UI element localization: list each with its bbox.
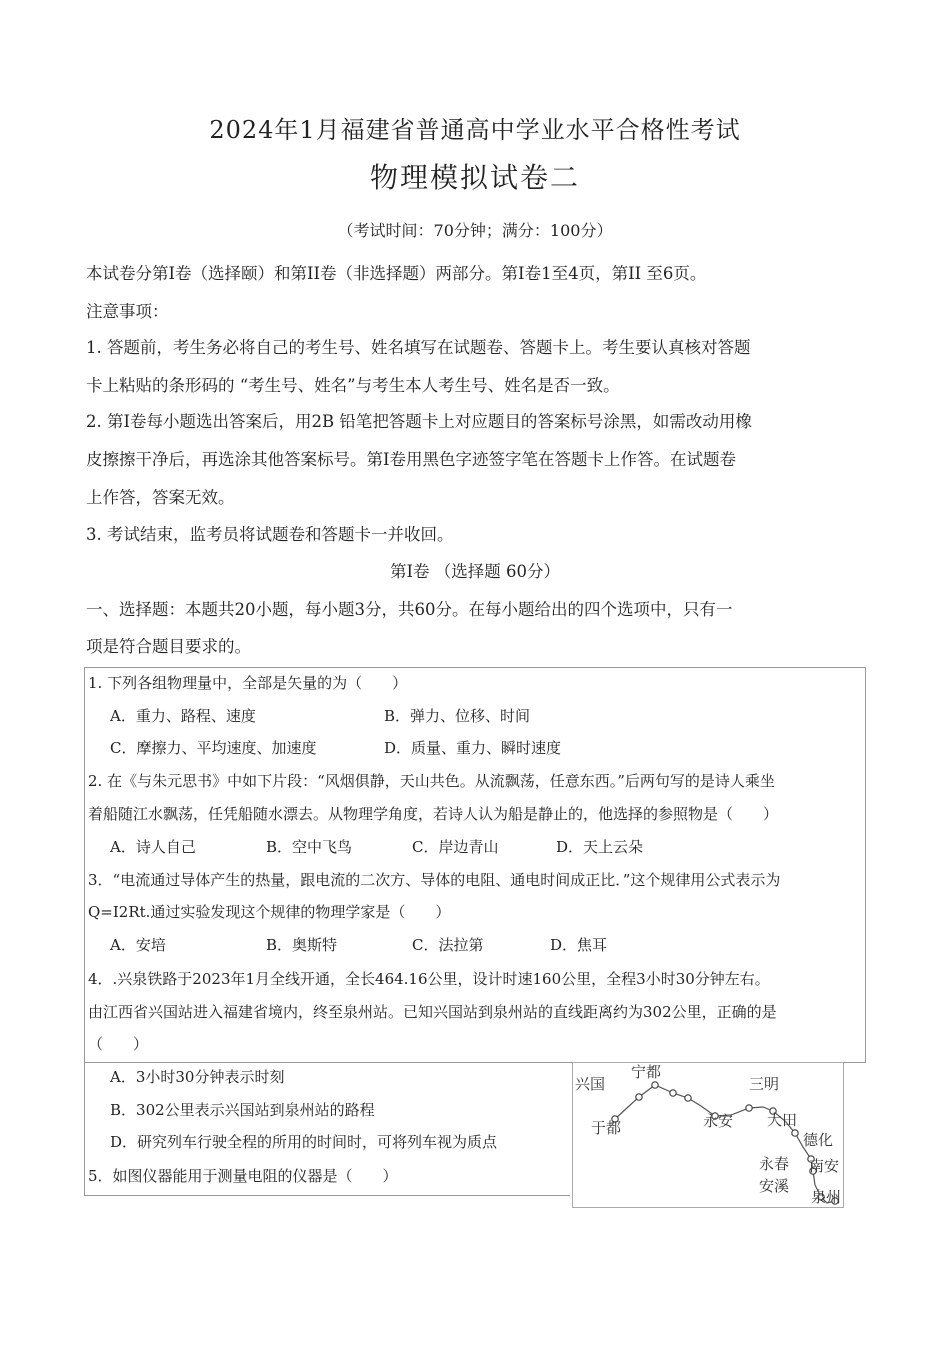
q3-option-a: A．安培 — [110, 936, 166, 954]
q4-option-b: B．302公里表示兴国站到泉州站的路程 — [110, 1101, 375, 1119]
notes-heading: 注意事项： — [86, 302, 169, 321]
q1-option-d: D．质量、重力、瞬时速度 — [384, 739, 562, 757]
section-heading: 第Ⅰ卷 （选择题 60分） — [389, 562, 560, 581]
q5-stem: 5．如图仪器能用于测量电阻的仪器是（ ） — [88, 1167, 398, 1185]
station-label: 大田 — [767, 1111, 798, 1129]
q1-option-b: B．弹力、位移、时间 — [384, 707, 531, 725]
railway-map — [572, 1062, 844, 1208]
station-label: 安溪 — [759, 1177, 790, 1195]
q4-option-a: A．3小时30分钟表示时刻 — [110, 1068, 285, 1086]
q2-option-c: C．岸边青山 — [412, 838, 499, 856]
q2-option-d: D．天上云朵 — [556, 838, 644, 856]
intro-line: 本试卷分第Ⅰ卷（选择颐）和第II卷（非选择题）两部分。第Ⅰ卷1至4页，第II 至6页。 — [86, 264, 707, 283]
station-label: 德化 — [803, 1131, 834, 1149]
q4-stem-b: 由江西省兴国站进入福建省境内，终至泉州站。已知兴国站到泉州站的直线距离约为302公里，正确的是 — [88, 1003, 777, 1021]
exam-info: （考试时间：70分钟；满分：100分） — [337, 221, 613, 240]
note-1a: 1. 答题前，考生务必将自己的考生号、姓名填写在试题卷、答题卡上。考生要认真核对答题 — [86, 338, 751, 357]
station-label: 南安 — [809, 1157, 840, 1175]
q2-option-a: A．诗人自己 — [110, 838, 196, 856]
q1-option-c: C．摩擦力、平均速度、加速度 — [110, 739, 317, 757]
q3-stem-a: 3．“电流通过导体产生的热量，跟电流的二次方、导体的电阻、通电时间成正比．”这个规律用公式表示为 — [88, 871, 781, 889]
railway-map-svg — [573, 1063, 845, 1209]
exam-title: 2024年1月福建省普通高中学业水平合格性考试 — [209, 116, 741, 144]
q1-option-a: A．重力、路程、速度 — [110, 707, 256, 725]
note-2b: 皮擦擦干净后，再选涂其他答案标号。第Ⅰ卷用黑色字迹签字笔在答题卡上作答。在试题卷 — [86, 450, 737, 469]
q2-stem-a: 2. 在《与朱元思书》中如下片段：“风烟俱静，天山共色。从流飘荡，任意东西。”后两句写的是诗人乘坐 — [88, 772, 775, 790]
station-label: 于都 — [591, 1119, 622, 1137]
q3-option-d: D．焦耳 — [550, 936, 608, 954]
note-1b: 卡上粘贴的条形码的 “考生号、姓名”与考生本人考生号、姓名是否一致。 — [86, 376, 620, 395]
station-label: 宁都 — [631, 1063, 662, 1081]
q2-stem-b: 着船随江水飘荡，任凭船随水漂去。从物理学角度，若诗人认为船是静止的，他选择的参照物是（ ） — [88, 805, 779, 823]
station-label: 泉州 — [811, 1188, 842, 1206]
q4-stem-a: 4．.兴泉铁路于2023年1月全线开通，全长464.16公里，设计时速160公里，全程3小时30分钟左右。 — [88, 970, 770, 988]
q3-stem-b: Q=I2Rt.通过实验发现这个规律的物理学家是（ ） — [88, 903, 451, 921]
q4-stem-c: （ ） — [88, 1035, 149, 1053]
q3-option-b: B．奥斯特 — [266, 936, 338, 954]
paper-title: 物理模拟试卷二 — [369, 161, 580, 194]
q1-stem: 1. 下列各组物理量中，全部是矢量的为（ ） — [88, 674, 408, 692]
station-label: 三明 — [749, 1075, 780, 1093]
q4-option-d: D．研究列车行驶全程的所用的时间时，可将列车视为质点 — [110, 1133, 498, 1151]
section-instruction-b: 项是符合题目要求的。 — [86, 637, 251, 656]
note-2c: 上作答，答案无效。 — [86, 488, 235, 507]
note-2a: 2. 第Ⅰ卷每小题选出答案后，用2B 铅笔把答题卡上对应题目的答案标号涂黑，如需改动用橡 — [86, 412, 752, 431]
q3-option-c: C．法拉第 — [412, 936, 484, 954]
station-label: 兴国 — [575, 1075, 606, 1093]
station-label: 永安 — [703, 1112, 734, 1130]
station-label: 永春 — [759, 1155, 790, 1173]
section-instruction-a: 一、选择题：本题共20小题，每小题3分，共60分。在每小题给出的四个选项中，只有一 — [86, 600, 733, 619]
railway-line — [615, 1085, 835, 1203]
q2-option-b: B．空中飞鸟 — [266, 838, 353, 856]
note-3: 3. 考试结束，监考员将试题卷和答题卡一并收回。 — [86, 525, 454, 544]
